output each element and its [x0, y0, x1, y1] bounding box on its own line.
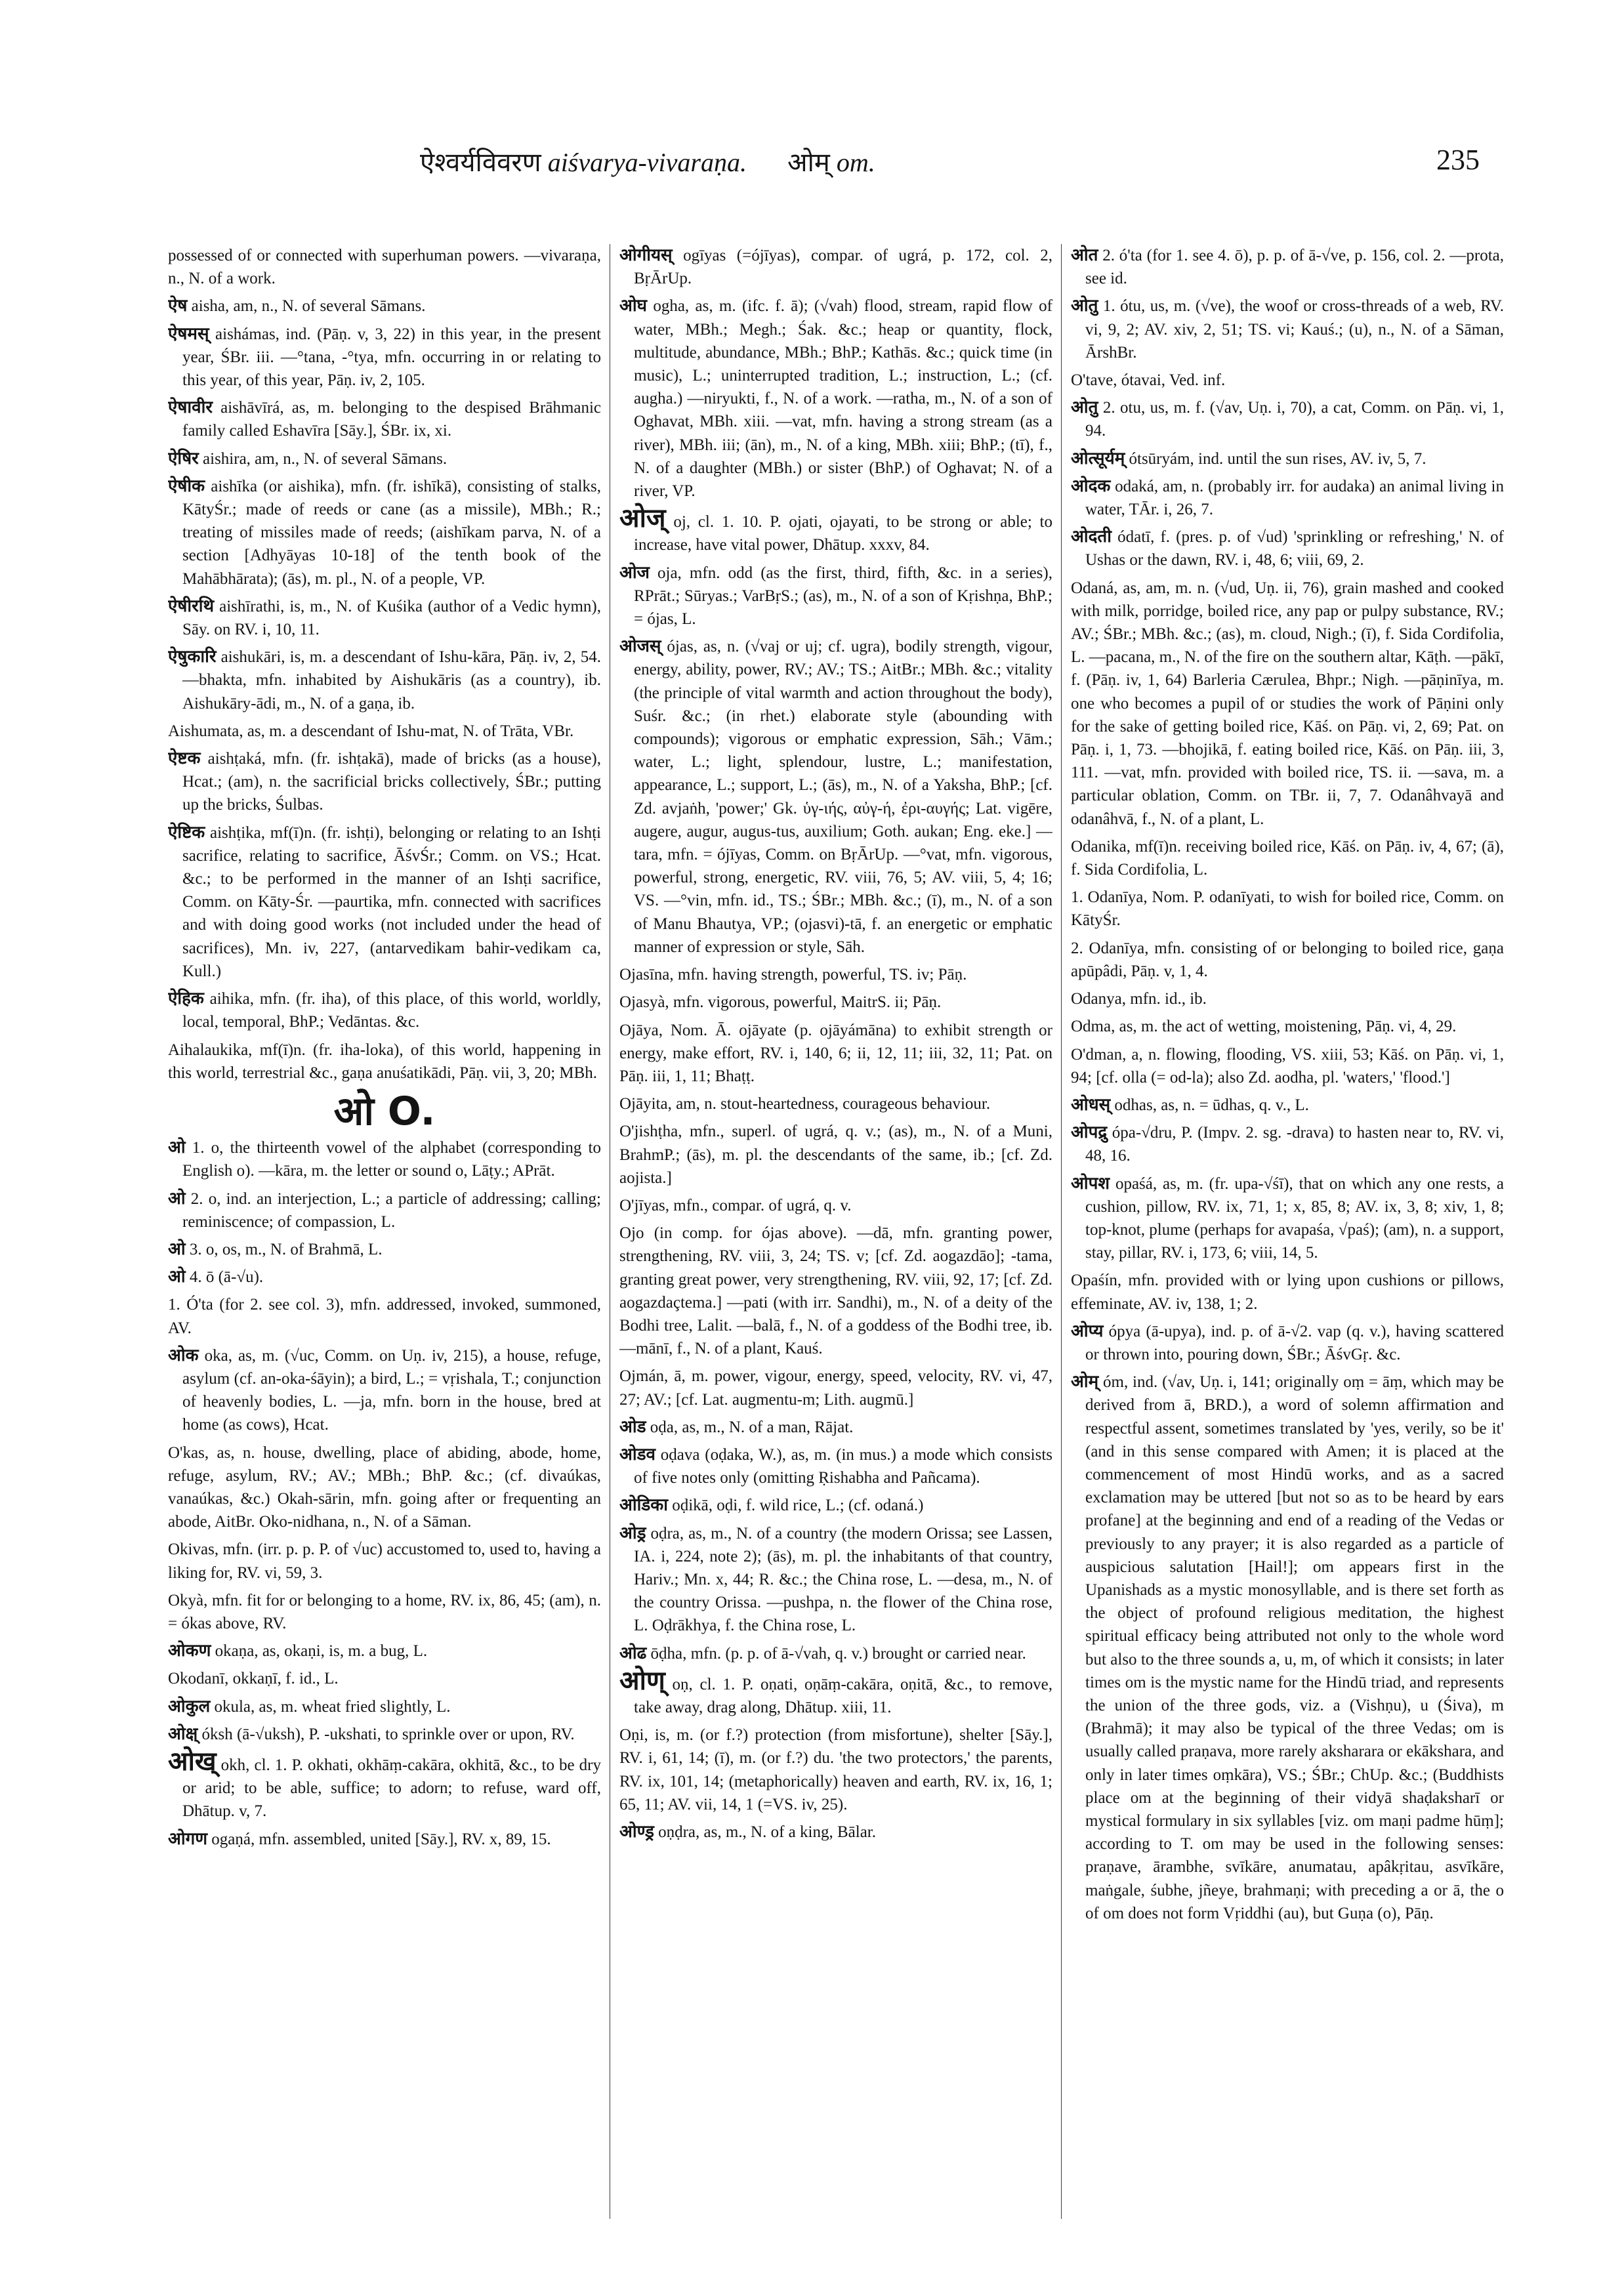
entry-text: Oṇi, is, m. (or f.?) protection (from misfortune), shelter [Sāy.], RV. i, 61, 14; (ī), m. (or f.?) du. 'the two protectors,' the parents, RV. ix, 101, 14; (metaphorically) heaven and earth, RV. ix, 16, 1; 65, 11; AV. vii, 14, 1 (=VS. iv, 25). — [619, 1726, 1052, 1813]
entry-text: 3. o, os, m., N. of Brahmā, L. — [185, 1240, 383, 1258]
dictionary-entry — [1071, 1121, 1504, 1167]
headword: ओपद्रु — [1071, 1123, 1108, 1143]
dictionary-entry — [168, 1344, 601, 1437]
entry-text: Aihalaukika, mf(ī)n. (fr. iha-loka), of this world, happening in this world, terrestrial &c., gaṇa anuśatikādi, Pāṇ. vii, 3, 20; MBh. — [168, 1041, 601, 1082]
sub-entry — [619, 1365, 1052, 1411]
entry-text: odaká, am, n. (probably irr. for audaka) an animal living in water, TĀr. i, 26, 7. — [1085, 477, 1504, 519]
entry-text: 2. Odanīya, mfn. consisting of or belonging to boiled rice, gaṇa apūpâdi, Pāṇ. v, 1, 4. — [1071, 939, 1504, 980]
entry-text: oj, cl. 1. 10. P. ojati, ojayati, to be strong or able; to increase, have vital power, Dhātup. xxxv, 84. — [634, 513, 1052, 554]
headword: ओधस् — [1071, 1094, 1111, 1115]
headword: ओक — [168, 1345, 199, 1365]
headword: ओज् — [619, 503, 666, 534]
headword: ओदती — [1071, 527, 1112, 547]
sub-entry — [168, 1441, 601, 1534]
dictionary-entry — [168, 323, 601, 392]
entry-text: 1. Ó'ta (for 2. see col. 3), mfn. addressed, invoked, summoned, AV. — [168, 1296, 601, 1337]
dictionary-entry — [619, 1665, 1052, 1719]
entry-text: aisha, am, n., N. of several Sāmans. — [187, 297, 426, 316]
sub-entry — [1071, 577, 1504, 831]
dictionary-entry — [619, 1522, 1052, 1638]
headword: ऐषावीर — [168, 398, 213, 418]
headword: ओ — [168, 1239, 186, 1259]
dictionary-entry — [168, 821, 601, 983]
entry-text: aishīrathi, is, m., N. of Kuśika (author of a Vedic hymn), Sāy. on RV. i, 10, 11. — [182, 597, 601, 639]
entry-text: Odanya, mfn. id., ib. — [1071, 990, 1207, 1008]
dictionary-entry — [168, 1828, 601, 1851]
sub-entry — [619, 991, 1052, 1014]
entry-text: okaṇa, as, okaṇi, is, m. a bug, L. — [211, 1642, 428, 1661]
entry-text: 1. o, the thirteenth vowel of the alphabet (corresponding to English o). —kāra, m. the letter or sound o, Lāṭy.; APrāt. — [182, 1139, 601, 1180]
header-left-translit: aiśvarya-vivaraṇa. — [547, 148, 747, 177]
headword: ऐष — [168, 296, 188, 316]
sub-entry — [168, 1589, 601, 1635]
entry-text: aihika, mfn. (fr. iha), of this place, of this world, worldly, local, temporal, BhP.; Vedāntas. &c. — [182, 990, 601, 1031]
headword: ऐहिक — [168, 989, 204, 1009]
dictionary-column-1 — [168, 244, 601, 2219]
headword: ऐषीरथि — [168, 596, 215, 616]
entry-text: Odaná, as, am, m. n. (√ud, Uṇ. ii, 76), grain mashed and cooked with milk, porridge, boiled rice, any pap or pulpy substance, RV.; AV.; ŚBr.; MBh. &c.; (as), m. cloud, Nigh.; (ī), f. Sida Cordifolia, L. —pacana, m., N. of the fire on the southern altar, Kāṭh. —pākī, f. (Pāṇ. iv, 1, 64) Barleria Cærulea, Bhpr.; Nigh. —pāṇinīya, m. one who becomes a pupil of or studies the work of Pāṇini only for the sake of getting boiled rice, Kāś. on Pāṇ. vi, 2, 69; Pat. on Pāṇ. i, 1, 73. —bhojikā, f. eating boiled rice, Kāś. on Pāṇ. iii, 3, 111. —vat, mfn. provided with boiled rice, TS. ii. —sava, m. a particular oblation, Comm. on TBr. ii, 7, 7. Odanâhvayā and odanâhvā, f., N. of a plant, L. — [1071, 579, 1504, 828]
entry-text: Ojāyita, am, n. stout-heartedness, courageous behaviour. — [619, 1095, 991, 1113]
header-left — [420, 143, 747, 179]
headword: ओ — [168, 1138, 186, 1158]
headword: ओदक — [1071, 476, 1111, 496]
entry-text: Okyà, mfn. fit for or belonging to a home, RV. ix, 86, 45; (am), n. = ókas above, RV. — [168, 1591, 601, 1632]
dictionary-entry — [168, 295, 601, 318]
entry-text: 2. otu, us, m. f. (√av, Uṇ. i, 70), a cat, Comm. on Pāṇ. vi, 1, 94. — [1085, 399, 1504, 440]
entry-text: oḍava (oḍaka, W.), as, m. (in mus.) a mode which consists of five notes only (omitting Ṛishabha and Pañcama). — [634, 1445, 1052, 1487]
dictionary-entry — [619, 1642, 1052, 1665]
sub-entry — [619, 1092, 1052, 1115]
dictionary-entry — [1071, 1320, 1504, 1366]
entry-text: ópa-√dru, P. (Impv. 2. sg. -drava) to hasten near to, RV. vi, 48, 16. — [1085, 1124, 1504, 1165]
dictionary-entry — [619, 503, 1052, 556]
entry-text: ōḍha, mfn. (p. p. of ā-√vah, q. v.) brought or carried near. — [646, 1644, 1026, 1663]
headword: ओगण — [168, 1829, 208, 1849]
dictionary-entry — [168, 1188, 601, 1233]
headword: ऐष्टक — [168, 749, 201, 769]
headword: ओपश — [1071, 1173, 1110, 1193]
headword: ओघ — [619, 296, 647, 316]
sub-entry — [168, 1667, 601, 1690]
entry-text: odhas, as, n. = ūdhas, q. v., L. — [1110, 1096, 1309, 1114]
entry-text: Ojasīna, mfn. having strength, powerful, TS. iv; Pāṇ. — [619, 966, 967, 984]
entry-text: ogaṇá, mfn. assembled, united [Sāy.], RV. x, 89, 15. — [207, 1830, 551, 1848]
entry-text: ópya (ā-upya), ind. p. of ā-√2. vap (q. v.), having scattered or thrown into, pouring down, ŚBr.; ĀśvGṛ. &c. — [1085, 1322, 1504, 1363]
dictionary-entry — [168, 1266, 601, 1289]
headword: ओख् — [168, 1746, 217, 1777]
headword: ऐषीक — [168, 476, 205, 496]
dictionary-entry — [1071, 396, 1504, 442]
entry-text: oṇ, cl. 1. P. oṇati, oṇāṃ-cakāra, oṇitā, &c., to remove, take away, drag along, Dhātup. xiii, 11. — [634, 1675, 1052, 1716]
header-center-translit: om. — [836, 148, 875, 177]
headword: ओड्र — [619, 1523, 646, 1543]
entry-text: oḍa, as, m., N. of a man, Rājat. — [646, 1418, 854, 1436]
dictionary-entry — [168, 1136, 601, 1182]
entry-text: O'jishṭha, mfn., superl. of ugrá, q. v.; (as), m., N. of a Muni, BrahmP.; (ās), m. pl. the descendants of the same, ib.; [cf. Zd. aojista.] — [619, 1123, 1052, 1187]
entry-text: aishṭaká, mfn. (fr. ishṭakā), made of bricks (as a house), Hcat.; (am), n. the sacrificial bricks collectively, ŚBr.; putting up the bricks, Śulbas. — [182, 750, 601, 814]
dictionary-entry — [619, 1494, 1052, 1517]
entry-text: óm, ind. (√av, Uṇ. i, 141; originally oṃ = āṃ, which may be derived from ā, BRD.), a word of solemn affirmation and respectful assent, sometimes translated by 'yes, verily, so be it' (and in this sense compared with Amen; it is placed at the commencement of most Hindū works, and as a sacred exclamation may be uttered [but not so as to be heard by ears profane] at the beginning and end of a reading of the Vedas or previously to any prayer; it is also regarded as a particle of auspicious salutation [Hail!]; om appears first in the Upanishads as a mystic monosyllable, and is there set forth as the object of profound religious meditation, the highest spiritual efficacy being attributed not only to the whole word but also to the three sounds a, u, m, of which it consists; in later times om is the mystic name for the Hindū triad, and represents the union of the three gods, viz. a (Vishṇu), u (Śiva), m (Brahmā); it may also be typical of the three Vedas; om is usually called praṇava, more rarely aksharara or ekākshara, and only in later times oṃkāra), VS.; ŚBr.; ChUp. &c.; (Buddhists place om at the beginning of their vidyā shaḍaksharī or mystical formulary in six syllables [viz. om maṇi padme hūṃ]; according to T. om may be used in the following senses: praṇave, ārambhe, svīkāre, anumatau, apâkṛitau, asvīkāre, maṅgale, śubhe, jñeye, brahmaṇi; with preceding a or ā, the o of om does not form Vṛiddhi (au), but Guṇa (o), Pāṇ. — [1085, 1373, 1504, 1922]
dictionary-entry — [1071, 526, 1504, 571]
dictionary-entry — [619, 244, 1052, 290]
dictionary-entry — [1071, 295, 1504, 364]
sub-entry — [619, 1724, 1052, 1816]
entry-text: aishámas, ind. (Pāṇ. v, 3, 22) in this year, in the present year, ŚBr. iii. —°tana, -°tya, mfn. occurring in or relating to this year, of this year, Pāṇ. iv, 2, 105. — [182, 325, 601, 390]
dictionary-entry — [168, 987, 601, 1033]
dictionary-column-3 — [1071, 244, 1504, 2219]
headword: ओ — [168, 1188, 186, 1209]
headword: ऐषुकारि — [168, 647, 217, 667]
dictionary-entry — [168, 1746, 601, 1823]
entry-text: ódatī, f. (pres. p. of √ud) 'sprinkling or refreshing,' N. of Ushas or the dawn, RV. i, 48, 6; viii, 69, 2. — [1085, 528, 1504, 569]
column-divider — [1061, 244, 1062, 2219]
dictionary-entry — [168, 1695, 601, 1718]
entry-text: aishīka (or aishika), mfn. (fr. ishīkā), consisting of stalks, KātyŚr.; made of reeds or cane (as a missile), MBh.; R.; treating of missiles made of reeds; (aishīkam parva, N. of a section [Adhyāyas 10-18] of the tenth book of the Mahābhārata); (ās), m. pl., N. of a people, VP. — [182, 477, 601, 588]
dictionary-entry — [168, 646, 601, 715]
dictionary-entry — [168, 747, 601, 817]
entry-text: Odma, as, m. the act of wetting, moistening, Pāṇ. vi, 4, 29. — [1071, 1018, 1457, 1036]
dictionary-entry — [619, 1821, 1052, 1844]
sub-entry — [619, 1222, 1052, 1360]
entry-text: Aishumata, as, m. a descendant of Ishu-mat, N. of Trāta, VBr. — [168, 722, 574, 740]
headword: ओत्सूर्यम् — [1071, 448, 1125, 468]
page-number: 235 — [1436, 144, 1480, 176]
sub-entry — [168, 720, 601, 743]
sub-entry — [619, 1120, 1052, 1189]
dictionary-entry — [1071, 1172, 1504, 1265]
sub-entry — [619, 1194, 1052, 1217]
entry-text: Okivas, mfn. (irr. p. p. P. of √uc) accustomed to, used to, having a liking for, RV. vi, 59, 3. — [168, 1540, 601, 1582]
entry-text: ogha, as, m. (ifc. f. ā); (√vah) flood, stream, rapid flow of water, MBh.; Megh.; Śak. &c.; heap or quantity, flock, multitude, abundance, MBh.; BhP.; Kathās. &c.; quick time (in music), L.; uninterrupted tradition, L.; instruction, L.; (cf. augha.) —niryukti, f., N. of a work. —ratha, m., N. of a son of Oghavat, MBh. xiii. —vat, mfn. having a strong stream (as a river), MBh. iii; (ān), m., N. of a king, MBh. xiii; BhP.; (tī), f., N. of a daughter (MBh.) or sister (BhP.) of Oghavat; N. of a river, VP. — [634, 297, 1052, 501]
sub-entry — [1071, 835, 1504, 881]
dictionary-entry — [168, 396, 601, 442]
sub-entry — [1071, 369, 1504, 392]
headword: ओ — [168, 1267, 186, 1287]
entry-text: Ojo (in comp. for ójas above). —dā, mfn. granting power, strengthening, RV. viii, 3, 24; TS. v; [cf. Zd. aogazdāo]; -tama, granting great power, very strengthening, RV. viii, 92, 17; [cf. Zd. aogazdaçtema.] —pati (with irr. Sandhi), m., N. of a deity of the Bodhi tree, Lalit. —balā, f., N. of a goddess of the Bodhi tree, ib. —mānī, f., N. of a plant, Kauś. — [619, 1224, 1052, 1358]
dictionary-entry — [619, 1443, 1052, 1489]
dictionary-entry — [1071, 447, 1504, 470]
sub-entry — [168, 1293, 601, 1339]
sub-entry — [1071, 1015, 1504, 1038]
dictionary-entry — [168, 475, 601, 590]
headword: ओकुल — [168, 1696, 211, 1716]
entry-text: 2. ó'ta (for 1. see 4. ō), p. p. of ā-√ve, p. 156, col. 2. —prota, see id. — [1085, 247, 1504, 288]
dictionary-entry — [168, 1238, 601, 1261]
entry-text: ogīyas (=ójīyas), compar. of ugrá, p. 172, col. 2, BṛĀrUp. — [634, 247, 1052, 288]
entry-text: Ojāya, Nom. Ā. ojāyate (p. ojāyámāna) to exhibit strength or energy, make effort, RV. i, 140, 6; ii, 12, 11; iii, 32, 11; Pat. on Pāṇ. iii, 1, 11; Bhaṭṭ. — [619, 1021, 1052, 1085]
headword: ओडिका — [619, 1495, 668, 1516]
entry-text: aishāvīrá, as, m. belonging to the despised Brāhmanic family called Eshavīra [Sāy.], ŚBr. ix, xi. — [182, 399, 601, 440]
entry-text: 1. Odanīya, Nom. P. odanīyati, to wish for boiled rice, Comm. on KātyŚr. — [1071, 888, 1504, 930]
header-center — [787, 143, 875, 179]
dictionary-entry — [168, 1640, 601, 1663]
entry-text: aishukāri, is, m. a descendant of Ishu-kāra, Pāṇ. iv, 2, 54. —bhakta, mfn. inhabited by Aishukāris (as a country), ib. Aishukāry-ādi, m., N. of a gaṇa, ib. — [182, 648, 601, 713]
entry-text: O'dman, a, n. flowing, flooding, VS. xiii, 53; Kāś. on Pāṇ. vi, 1, 94; [cf. olla (= od-la); also Zd. aodha, pl. 'waters,' 'flood.'] — [1071, 1045, 1504, 1086]
entry-text: oṇḍra, as, m., N. of a king, Bālar. — [654, 1823, 876, 1841]
entry-text: okh, cl. 1. P. okhati, okhāṃ-cakāra, okhitā, &c., to be dry or arid; to be able, suffice; to adorn; to refuse, ward off, Dhātup. v, 7. — [182, 1756, 601, 1821]
entry-text: aishira, am, n., N. of several Sāmans. — [198, 449, 448, 468]
dictionary-entry — [168, 595, 601, 641]
entry-text: óksh (ā-√uksh), P. -ukshati, to sprinkle over or upon, RV. — [198, 1725, 575, 1743]
dictionary-entry — [1071, 1094, 1504, 1117]
headword: ओम् — [1071, 1372, 1099, 1392]
entry-text: oḍra, as, m., N. of a country (the modern Orissa; see Lassen, IA. i, 224, note 2); (ās), m. pl. the inhabitants of that country, Hariv.; Mn. x, 44; R. &c.; the China rose, L. —desa, m., N. of the country Orissa. —pushpa, n. the flower of the China rose, L. Oḍrākhya, f. the China rose, L. — [634, 1524, 1052, 1635]
sub-entry — [619, 963, 1052, 986]
header-left-devanagari: ऐश्वर्यविवरण — [420, 148, 541, 177]
dictionary-entry — [619, 1416, 1052, 1439]
dictionary-column-2 — [619, 244, 1052, 2219]
entry-text: Opaśín, mfn. provided with or lying upon cushions or pillows, effeminate, AV. iv, 138, 1; 2. — [1071, 1272, 1504, 1313]
entry-text: O'jīyas, mfn., compar. of ugrá, q. v. — [619, 1196, 852, 1214]
headword: ओतु — [1071, 398, 1098, 418]
headword: ओक्ष् — [168, 1724, 198, 1744]
entry-text: ótsūryám, ind. until the sun rises, AV. iv, 5, 7. — [1125, 449, 1426, 468]
entry-text: Ojasyà, mfn. vigorous, powerful, MaitrS. ii; Pāṇ. — [619, 993, 942, 1012]
entry-text: aishṭika, mf(ī)n. (fr. ishṭi), belonging or relating to an Ishṭi sacrifice, relating to sacrifice, ĀśvŚr.; Comm. on VS.; Hcat. &c.; to be performed in the manner of an Ishṭi sacrifice, Comm. on Kāty-Śr. —paurtika, mfn. connected with sacrifices and with doing good works (not included under the head of sacrifices), Mn. iv, 227, (antarvedikam bahir-vedikam ca, Kull.) — [182, 823, 601, 980]
dictionary-entry — [1071, 1371, 1504, 1925]
header-center-devanagari: ओम् — [787, 148, 830, 177]
sub-entry — [168, 244, 601, 290]
headword: ऐषिर — [168, 448, 199, 468]
headword: ओज — [619, 562, 650, 583]
headword: ऐष्टिक — [168, 822, 205, 842]
headword: ओत — [1071, 245, 1098, 265]
dictionary-entry — [1071, 244, 1504, 290]
dictionary-entry — [168, 447, 601, 470]
entry-text: ójas, as, n. (√vaj or uj; cf. ugra), bodily strength, vigour, energy, ability, power, RV.; AV.; TS.; AitBr.; MBh. &c.; vitality (the principle of vital warmth and action throughout the body), Suśr. &c.; (in rhet.) elaborate style (abounding with compounds); vigorous or emphatic expression, Sāh.; Vām.; water, L.; light, splendour, lustre, L.; manifestation, appearance, L.; support, L.; (ās), m., N. of a Yaksha, BhP.; [cf. Zd. avjaṅh, 'power;' Gk. ὑγ-ιής, αὐγ-ή, ἐρι-αυγής; Lat. vigēre, augere, augur, augus-tus, auxilium; Goth. aukan; Eng. eke.] —tara, mfn. = ójīyas, Comm. on BṛĀrUp. —°vat, mfn. vigorous, powerful, strong, energetic, RV. viii, 76, 5; AV. viii, 5, 4; 16; VS. —°vin, mfn. id., TS.; ŚBr.; MBh. &c.; (ī), m., N. of a son of Manu Bhautya, VP.; (ojasvi)-tā, f. an energetic or emphatic manner of expression or style, Sāh. — [634, 638, 1052, 956]
entry-text: O'kas, as, n. house, dwelling, place of abiding, abode, home, refuge, asylum, RV.; AV.; MBh.; BhP. &c.; (cf. divaúkas, vanaúkas, &c.) Okah-sārin, mfn. going after or frequenting an abode, AitBr. Oko-nidhana, n., N. of a Sāman. — [168, 1443, 601, 1531]
sub-entry — [168, 1538, 601, 1584]
entry-text: okula, as, m. wheat fried slightly, L. — [210, 1697, 451, 1716]
dictionary-entry — [619, 562, 1052, 631]
entry-text: Odanika, mf(ī)n. receiving boiled rice, Kāś. on Pāṇ. iv, 4, 67; (ā), f. Sida Cordifolia, L. — [1071, 837, 1504, 879]
sub-entry — [619, 1019, 1052, 1088]
entry-text: possessed of or connected with superhuman powers. —vivaraṇa, n., N. of a work. — [168, 247, 601, 288]
entry-text: 4. ō (ā-√u). — [185, 1268, 264, 1287]
sub-entry — [1071, 1269, 1504, 1315]
entry-text: O'tave, ótavai, Ved. inf. — [1071, 371, 1226, 390]
entry-text: 1. ótu, us, m. (√ve), the woof or cross-threads of a web, RV. vi, 9, 2; AV. xiv, 2, 51; TS. vi; Kauś.; (u), n., N. of a Sāman, ĀrshBr. — [1085, 297, 1504, 362]
headword: ओकण — [168, 1641, 211, 1661]
headword: ओण् — [619, 1665, 665, 1696]
sub-entry — [1071, 1043, 1504, 1089]
entry-text: oja, mfn. odd (as the first, third, fifth, &c. in a series), RPrāt.; Sūryas.; VarBṛS.; (as), m., N. of a son of Kṛishṇa, BhP.; = ójas, L. — [634, 564, 1052, 629]
dictionary-entry — [619, 635, 1052, 959]
section-heading: ओ O. — [333, 1088, 436, 1134]
headword: ओडव — [619, 1444, 656, 1464]
dictionary-entry — [1071, 475, 1504, 521]
headword: ओतु — [1071, 296, 1098, 316]
entry-text: opaśá, as, m. (fr. upa-√śī), that on which any one rests, a cushion, pillow, RV. ix, 71, 1; x, 85, 8; AV. ix, 3, 8; xiv, 1, 8; top-knot, plume (perhaps for avapaśa, √paś); (am), n. a support, stay, pillar, RV. i, 173, 6; viii, 14, 5. — [1085, 1174, 1504, 1262]
entry-text: Okodanī, okkaṇī, f. id., L. — [168, 1670, 339, 1688]
headword: ऐषमस् — [168, 323, 209, 344]
headword: ओजस् — [619, 636, 661, 657]
headword: ओड — [619, 1416, 646, 1437]
sub-entry — [1071, 987, 1504, 1010]
headword: ओण्ड्र — [619, 1822, 654, 1842]
entry-text: Ojmán, ā, m. power, vigour, energy, speed, velocity, RV. vi, 47, 27; AV.; [cf. Lat. augmentu-m; Lith. augmū.] — [619, 1367, 1052, 1409]
dictionary-entry — [168, 1723, 601, 1746]
dictionary-entry — [619, 295, 1052, 503]
entry-text: oka, as, m. (√uc, Comm. on Uṇ. iv, 215), a house, refuge, asylum (cf. an-oka-śāyin); a bird, L.; = vṛishala, T.; conjunction of heavenly bodies, L. —ja, mfn. born in the house, bred at home (as cows), Hcat. — [182, 1346, 601, 1434]
entry-text: oḍikā, oḍi, f. wild rice, L.; (cf. odaná.) — [667, 1497, 924, 1515]
running-header — [0, 143, 1624, 196]
sub-entry — [1071, 937, 1504, 983]
sub-entry — [168, 1039, 601, 1085]
headword: ओप्य — [1071, 1321, 1104, 1341]
headword: ओगीयस् — [619, 245, 673, 265]
entry-text: 2. o, ind. an interjection, L.; a particle of addressing; calling; reminiscence; of compassion, L. — [182, 1189, 601, 1231]
headword: ओढ — [619, 1643, 647, 1663]
sub-entry — [1071, 886, 1504, 932]
